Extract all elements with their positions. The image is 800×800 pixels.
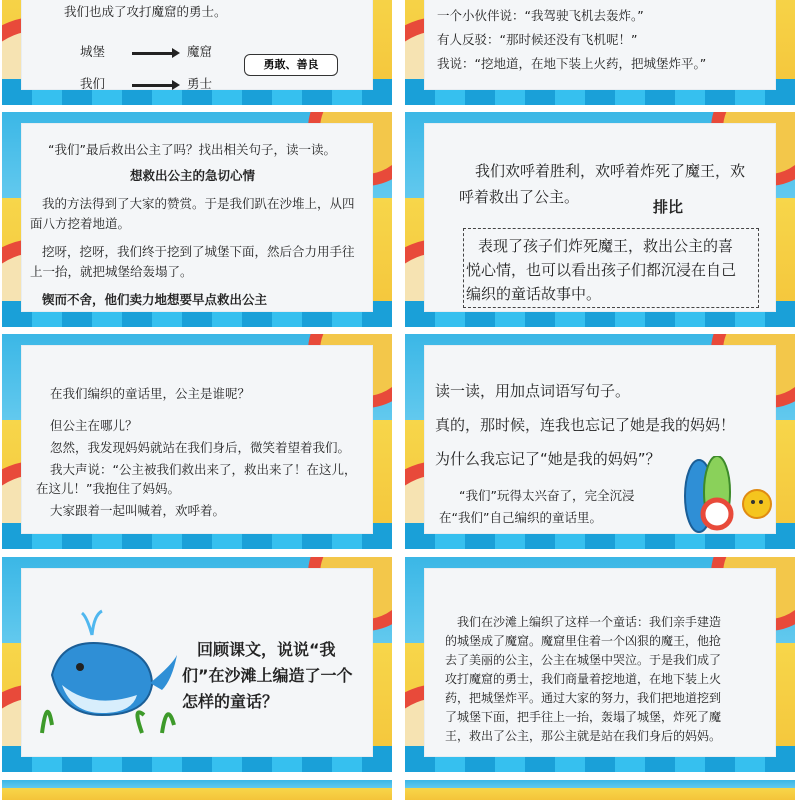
slide-2 xyxy=(405,0,795,105)
slide-8-line-1: 我们在沙滩上编织了这样一个童话：我们亲手建造 xyxy=(457,615,722,629)
trait-badge: 勇敢、善良 xyxy=(244,54,338,76)
slide-3-p1b: 面八方挖着地道。 xyxy=(30,216,131,231)
slide-4-line-2: 呼着救出了公主。 xyxy=(459,188,580,206)
slide-5-line-2: 忽然，我发现妈妈就站在我们身后，微笑着望着我们。 xyxy=(50,440,351,455)
word-castle: 城堡 xyxy=(80,44,106,59)
slide-7-line-2: 们”在沙滩上编造了一个 xyxy=(182,666,353,685)
slide-3-p1a: 我的方法得到了大家的赞赏。于是我们趴在沙堆上，从四 xyxy=(42,196,355,211)
slide-5-card xyxy=(22,346,372,533)
word-warrior: 勇士 xyxy=(187,76,213,91)
slide-3-conclusion: 锲而不舍，他们卖力地想要早点救出公主 xyxy=(42,292,268,307)
slide-9-partial xyxy=(2,780,392,800)
slide-6-line-2: 真的，那时候，连我也忘记了她是我的妈妈！ xyxy=(435,416,736,434)
slide-8-line-3: 去了美丽的公主，公主在城堡中哭泣。于是我们成了 xyxy=(445,653,722,667)
slide-1-header: 我们也成了攻打魔窟的勇士。 xyxy=(64,4,227,19)
arrow-right-icon xyxy=(132,84,174,87)
slide-5-question: 在我们编织的童话里，公主是谁呢？ xyxy=(50,386,251,401)
slide-6-answer-1: “我们”玩得太兴奋了，完全沉浸 xyxy=(459,488,635,503)
slide-8-line-7: 王，救出了公主，那公主就是站在我们身后的妈妈。 xyxy=(445,729,722,743)
slide-5 xyxy=(2,334,392,549)
slide-8-line-5: 药，把城堡炸平。通过大家的努力，我们把地道挖到 xyxy=(445,691,722,705)
surfboards-ball-illustration xyxy=(677,456,787,536)
slide-4-line-1: 我们欢呼着胜利，欢呼着炸死了魔王，欢 xyxy=(475,162,746,180)
whale-illustration xyxy=(32,605,182,735)
slide-6-line-3: 为什么我忘记了“她是我的妈妈”？ xyxy=(435,450,661,468)
slide-8-line-6: 了城堡下面，把手往上一抬，轰塌了城堡，炸死了魔 xyxy=(445,710,722,724)
analysis-box xyxy=(463,228,759,308)
slide-2-line-1: 一个小伙伴说：“我驾驶飞机去轰炸。” xyxy=(437,8,644,23)
slide-5-line-5: 大家跟着一起叫喊着，欢呼着。 xyxy=(50,503,226,518)
slide-2-line-2: 有人反驳：“那时候还没有飞机呢！” xyxy=(437,32,638,47)
slide-3-card xyxy=(22,124,372,311)
arrow-right-icon xyxy=(132,52,174,55)
slide-2-card xyxy=(425,0,775,89)
slide-8-line-4: 攻打魔窟的勇士，我们商量着挖地道，在地下装上火 xyxy=(445,672,722,686)
slide-10-partial xyxy=(405,780,795,800)
slide-4-card xyxy=(425,124,775,311)
slide-6-answer-2: 在“我们”自己编织的童话里。 xyxy=(439,510,602,525)
analysis-line-1: 表现了孩子们炸死魔王，救出公主的喜 xyxy=(478,237,734,255)
word-demon-cave: 魔窟 xyxy=(187,44,213,59)
slide-4 xyxy=(405,112,795,327)
slide-3-p2a: 挖呀，挖呀，我们终于挖到了城堡下面，然后合力用手往 xyxy=(42,244,355,259)
slide-6-card xyxy=(425,346,775,533)
slide-2-line-3: 我说：“挖地道，在地下装上火药，把城堡炸平。” xyxy=(437,56,707,71)
slide-3-p2b: 上一抬，就把城堡给轰塌了。 xyxy=(30,264,193,279)
slide-7-line-1: 回顾课文，说说“我 xyxy=(197,640,336,659)
slide-8-card xyxy=(425,569,775,756)
slide-1-card xyxy=(22,0,372,89)
slide-6 xyxy=(405,334,795,549)
slide-3-subhead: 想救出公主的急切心情 xyxy=(130,168,256,183)
slide-3 xyxy=(2,112,392,327)
rhetoric-tag: 排比 xyxy=(653,198,684,216)
slide-5-line-1: 但公主在哪儿？ xyxy=(50,418,138,433)
slide-5-line-3: 我大声说：“公主被我们救出来了，救出来了！在这儿， xyxy=(50,462,357,477)
analysis-line-2: 悦心情，也可以看出孩子们都沉浸在自己 xyxy=(466,261,737,279)
slide-7-line-3: 怎样的童话？ xyxy=(182,692,279,711)
word-we: 我们 xyxy=(80,76,106,91)
analysis-line-3: 编织的童话故事中。 xyxy=(466,285,602,303)
slide-8-line-2: 的城堡成了魔窟。魔窟里住着一个凶狠的魔王，他抢 xyxy=(445,634,722,648)
slide-6-line-1: 读一读，用加点词语写句子。 xyxy=(435,382,631,400)
slide-8 xyxy=(405,557,795,772)
slide-7-card xyxy=(22,569,372,756)
slide-1 xyxy=(2,0,392,105)
slide-5-line-4: 在这儿！”我抱住了妈妈。 xyxy=(36,481,180,496)
slide-3-question: “我们”最后救出公主了吗？找出相关句子，读一读。 xyxy=(48,142,336,157)
slide-7 xyxy=(2,557,392,772)
